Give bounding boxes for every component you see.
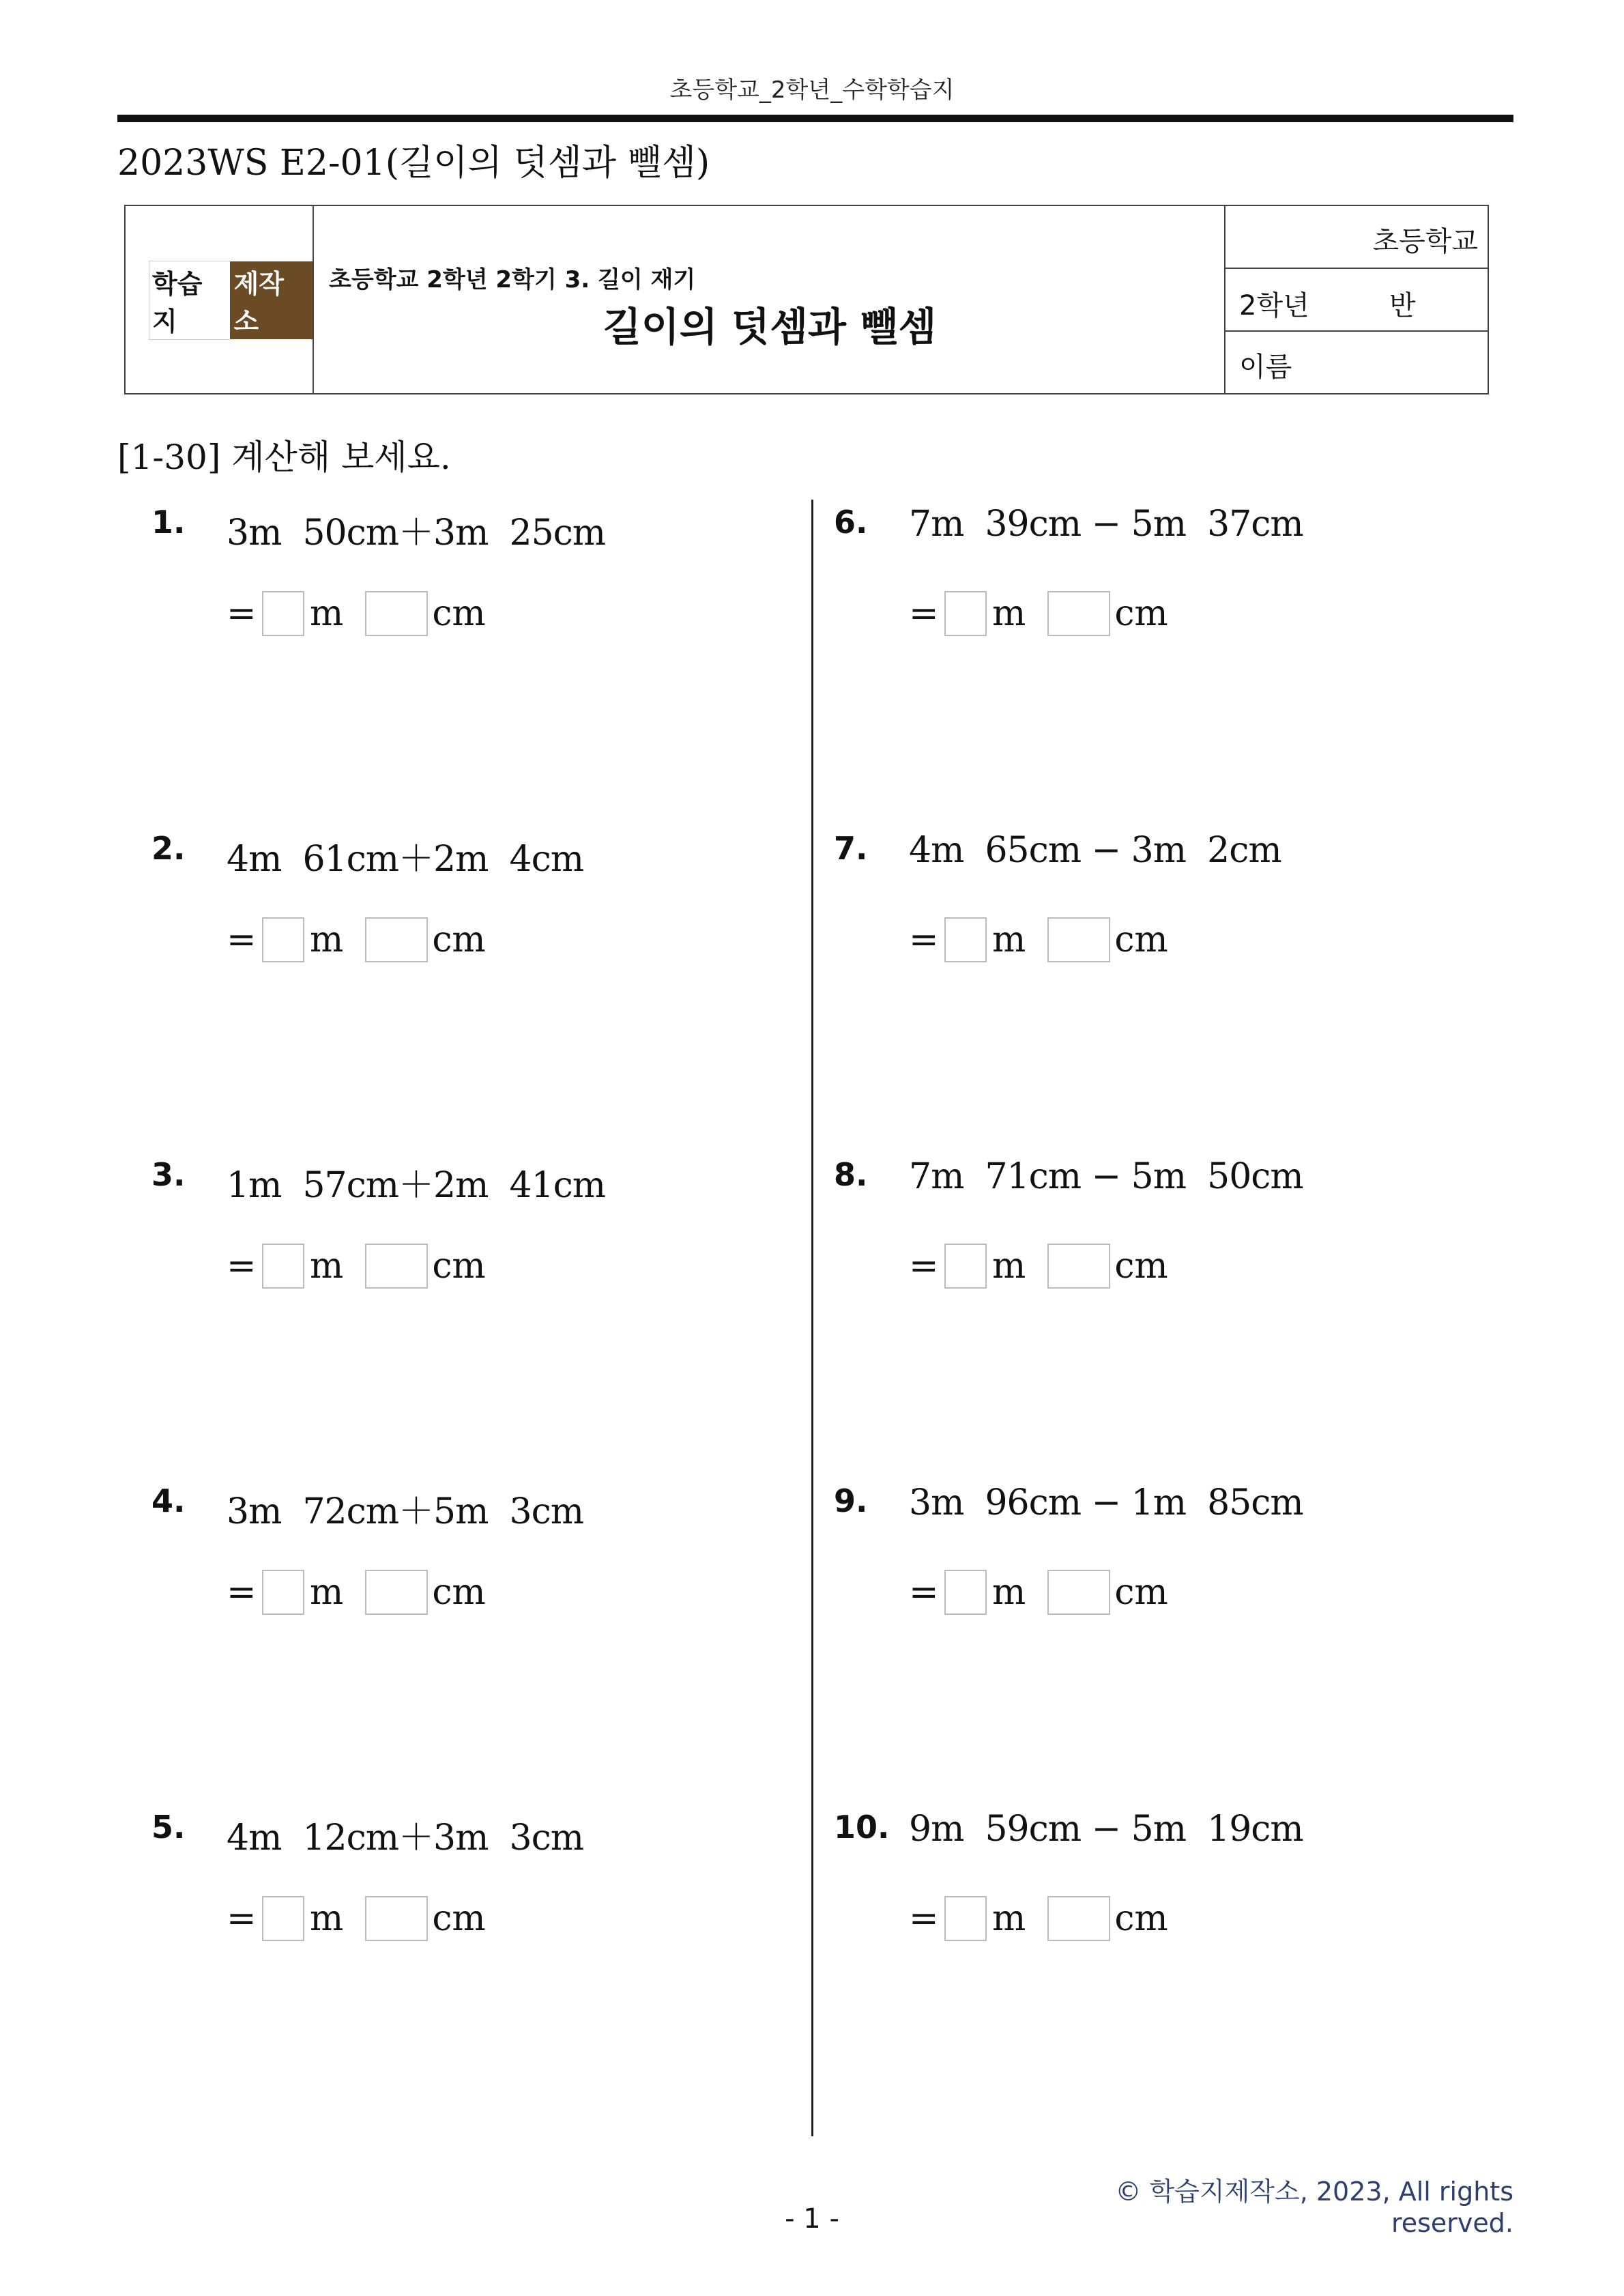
logo-text-1: 학습지 <box>149 261 230 340</box>
problem-expression: 9m 59cm − 5m 19cm <box>909 1809 1303 1850</box>
answer-line <box>909 590 1168 637</box>
unit-m: m <box>310 593 344 634</box>
header-rule <box>117 115 1513 122</box>
problem-item <box>834 1809 1516 1945</box>
problem-number: 8. <box>834 1156 868 1193</box>
answer-box-m[interactable] <box>944 917 987 962</box>
equals-sign: = <box>909 1246 939 1287</box>
logo-text-2: 제작소 <box>230 261 313 339</box>
unit-m: m <box>310 1898 344 1939</box>
answer-box-m[interactable] <box>944 1570 987 1615</box>
answer-box-m[interactable] <box>262 917 304 962</box>
student-info-cell <box>1226 206 1488 393</box>
unit-line: 초등학교 2학년 2학기 3. 길이 재기 <box>329 266 696 293</box>
worksheet-code-title: 2023WS E2-01(길이의 덧셈과 뺄셈) <box>117 143 710 184</box>
problem-expression: 7m 71cm − 5m 50cm <box>909 1156 1303 1197</box>
title-cell <box>314 206 1226 393</box>
unit-cm: cm <box>1114 1572 1168 1613</box>
problem-item <box>151 1809 834 1945</box>
running-header: 초등학교_2학년_수학학습지 <box>669 76 955 104</box>
problem-item <box>834 504 1516 640</box>
copyright: © 학습지제작소, 2023, All rights reserved. <box>1115 2177 1513 2238</box>
problem-expression: 4m 12cm＋3m 3cm <box>227 1818 584 1859</box>
name-label: 이름 <box>1239 351 1292 383</box>
problem-item <box>151 1482 834 1619</box>
answer-line <box>909 916 1168 964</box>
problem-number: 9. <box>834 1482 868 1519</box>
answer-box-cm[interactable] <box>1047 1896 1110 1941</box>
equals-sign: = <box>909 919 939 960</box>
problem-item <box>834 1156 1516 1293</box>
logo-cell <box>126 206 314 393</box>
unit-m: m <box>992 919 1026 960</box>
problem-item <box>151 504 834 640</box>
equals-sign: = <box>227 593 257 634</box>
unit-m: m <box>310 1572 344 1613</box>
problem-expression: 4m 65cm − 3m 2cm <box>909 830 1281 871</box>
unit-cm: cm <box>432 593 486 634</box>
unit-cm: cm <box>432 919 486 960</box>
equals-sign: = <box>227 919 257 960</box>
answer-line <box>909 1895 1168 1942</box>
page-number: - 1 - <box>785 2203 839 2235</box>
instruction: [1-30] 계산해 보세요. <box>117 437 451 477</box>
answer-box-cm[interactable] <box>1047 917 1110 962</box>
equals-sign: = <box>227 1246 257 1287</box>
equals-sign: = <box>227 1898 257 1939</box>
unit-m: m <box>310 1246 344 1287</box>
answer-box-m[interactable] <box>262 1244 304 1289</box>
unit-m: m <box>992 1572 1026 1613</box>
answer-line <box>227 1895 486 1942</box>
answer-box-cm[interactable] <box>365 1896 428 1941</box>
answer-line <box>227 916 486 964</box>
problem-number: 1. <box>151 504 186 541</box>
answer-box-m[interactable] <box>944 1244 987 1289</box>
answer-box-m[interactable] <box>262 1896 304 1941</box>
grade-class-field[interactable] <box>1226 269 1488 332</box>
equals-sign: = <box>909 1898 939 1939</box>
answer-box-cm[interactable] <box>1047 1244 1110 1289</box>
problem-number: 2. <box>151 830 186 867</box>
problem-expression: 4m 61cm＋2m 4cm <box>227 839 584 880</box>
unit-cm: cm <box>1114 919 1168 960</box>
problem-number: 5. <box>151 1809 186 1846</box>
info-box <box>124 205 1489 394</box>
problem-expression: 3m 50cm＋3m 25cm <box>227 513 606 554</box>
problem-expression: 3m 96cm − 1m 85cm <box>909 1482 1303 1523</box>
problem-number: 4. <box>151 1482 186 1519</box>
unit-m: m <box>310 919 344 960</box>
answer-box-cm[interactable] <box>1047 1570 1110 1615</box>
problem-number: 6. <box>834 504 868 541</box>
answer-box-cm[interactable] <box>365 591 428 636</box>
school-field[interactable] <box>1226 206 1488 269</box>
grade-label: 2학년 <box>1239 290 1309 321</box>
answer-line <box>227 1568 486 1616</box>
unit-cm: cm <box>432 1572 486 1613</box>
answer-box-cm[interactable] <box>365 1244 428 1289</box>
problem-number: 10. <box>834 1809 890 1846</box>
equals-sign: = <box>909 593 939 634</box>
problem-expression: 7m 39cm − 5m 37cm <box>909 504 1303 545</box>
problem-item <box>151 830 834 966</box>
problem-item <box>834 1482 1516 1619</box>
logo <box>149 269 313 336</box>
answer-line <box>227 590 486 637</box>
answer-box-cm[interactable] <box>365 1570 428 1615</box>
unit-cm: cm <box>432 1898 486 1939</box>
answer-box-m[interactable] <box>262 1570 304 1615</box>
problem-expression: 3m 72cm＋5m 3cm <box>227 1491 584 1532</box>
answer-line <box>909 1568 1168 1616</box>
answer-box-m[interactable] <box>944 591 987 636</box>
equals-sign: = <box>909 1572 939 1613</box>
answer-line <box>227 1242 486 1290</box>
equals-sign: = <box>227 1572 257 1613</box>
school-label: 초등학교 <box>1372 226 1478 257</box>
unit-cm: cm <box>1114 1898 1168 1939</box>
answer-box-cm[interactable] <box>1047 591 1110 636</box>
problem-item <box>834 830 1516 966</box>
name-field[interactable] <box>1226 332 1488 393</box>
problem-number: 7. <box>834 830 868 867</box>
answer-line <box>909 1242 1168 1290</box>
problem-number: 3. <box>151 1156 186 1193</box>
unit-m: m <box>992 593 1026 634</box>
unit-cm: cm <box>1114 593 1168 634</box>
problem-item <box>151 1156 834 1293</box>
class-label: 반 <box>1389 290 1416 321</box>
main-title: 길이의 덧셈과 뺄셈 <box>603 304 937 350</box>
unit-cm: cm <box>432 1246 486 1287</box>
unit-cm: cm <box>1114 1246 1168 1287</box>
problem-expression: 1m 57cm＋2m 41cm <box>227 1165 606 1206</box>
answer-box-m[interactable] <box>262 591 304 636</box>
answer-box-cm[interactable] <box>365 917 428 962</box>
unit-m: m <box>992 1246 1026 1287</box>
unit-m: m <box>992 1898 1026 1939</box>
answer-box-m[interactable] <box>944 1896 987 1941</box>
